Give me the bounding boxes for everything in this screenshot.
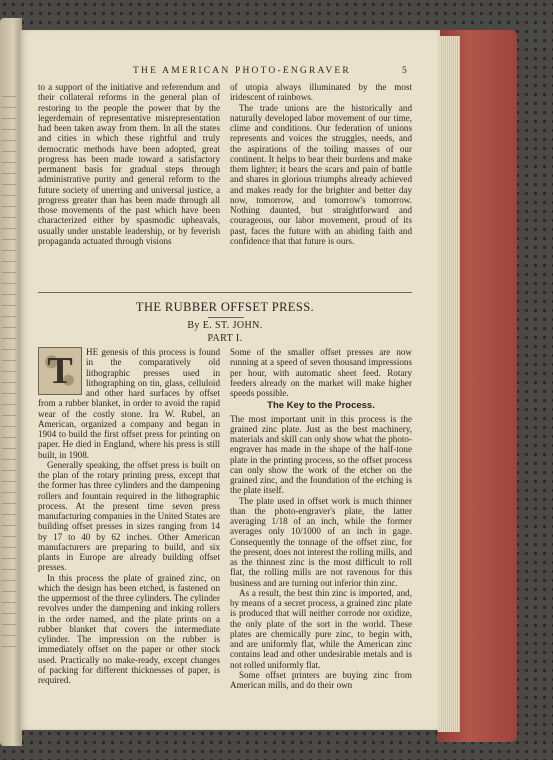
paragraph: to a support of the initiative and referendum and their collateral reforms in the general plan of restoring to the people the power that by the legerdemain of representative misrepresentation had been taken away from them. In all the states and cities in which these rightful and truly democratic methods have been adopted, great progress has been made toward a satisfactory permanent basis for gradual steps through administrative purity and general reform to the future society of unerring and universal justice, a progress greater than has been made through all those movements of the past which have been characterized either by spasmodic upheavals, usually under unstable leadership, or by feverish propaganda actuated through visions — [38, 82, 220, 246]
paragraph: Some of the smaller offset presses are now running at a speed of seven thousand impressions per hour, with automatic sheet feed. Rotary feeders already on the market will make higher speeds possible. — [230, 347, 412, 398]
running-head: THE AMERICAN PHOTO-ENGRAVER — [133, 66, 351, 76]
subheading: The Key to the Process. — [267, 400, 375, 412]
paragraph — [38, 347, 220, 460]
title-rule — [208, 317, 244, 318]
book-page — [20, 30, 440, 730]
top-right-column — [230, 82, 412, 246]
page-edges — [438, 36, 460, 732]
bottom-left-column — [38, 347, 220, 685]
paragraph: The plate used in offset work is much thinner than the photo-engraver's plate, the latter averaging 1/18 of an inch, while the former averages only 10/1000 of an inch in gage. Consequently the tonnage of the offset zinc, for the present, does not interest the rolling mills, and as the thinnest zinc is the most difficult to roll flat, the rolling mills are not ravenous for this business and are turning out inferior thin zinc. — [230, 495, 412, 588]
byline: By E. ST. JOHN. — [187, 320, 263, 331]
dropcap-initial: T — [38, 347, 82, 395]
top-left-column — [38, 82, 220, 246]
facing-page-text — [2, 88, 16, 648]
paragraph: In this process the plate of grained zinc, on which the design has been etched, is fastened on the uppermost of the three cylinders. The cylinder revolves under the dampening and inking rollers in the order named, and the plate prints on a rubber blanket that covers the intermediate cylinder. The impression on the rubber is immediately offset on the paper or other stock used. Practically no make-ready, except changes of packing for different thicknesses of paper, is required. — [38, 572, 220, 685]
paragraph: of utopia always illuminated by the most iridescent of rainbows. — [230, 82, 412, 103]
paragraph: Some offset printers are buying zinc from American mills, and do their own — [230, 669, 412, 690]
paragraph: As a result, the best thin zinc is imported, and, by means of a secret process, a grained zinc plate is produced that will neither corrode nor oxidize, the only plate of the sort in the world. These plates are chemically pure zinc, to begin with, and are uniformly flat, while the American zinc contains lead and other undesirable metals and is not rolled uniformly flat. — [230, 587, 412, 670]
bottom-right-column — [230, 347, 412, 690]
page-number: 5 — [402, 66, 407, 76]
section-divider — [38, 292, 412, 293]
paragraph: Generally speaking, the offset press is built on the plan of the rotary printing press, except that the former has three cylinders and the dampening rollers and fountain required in the lithographic process. At the present time seven press manufacturing companies in the United States are building offset presses in sizes ranging from 14 by 17 to 40 by 62 inches. Other American manufacturers are preparing to build, and six plants in Europe are already building offset presses. — [38, 459, 220, 573]
paragraph-text: HE genesis of this process is found in the comparatively old lithographic presses used in lithographing on tin, glass, celluloid and other hard surfaces by offset from a rubber blanket, in order to avoid the rapid wear of the costly stone. Ira W. Rubel, an American, organized a company and began in 1904 to build the first offset press for printing on paper. He died in England, where his press is still built, in 1908. — [38, 347, 220, 460]
facing-page-edge — [0, 18, 22, 746]
article-title: THE RUBBER OFFSET PRESS. — [135, 300, 315, 314]
paragraph: The most important unit in this process is the grained zinc plate. Just as the best machinery, materials and skill can only show what the photo-engraver has made in the shape of the half-tone plate in the printing process, so the offset process can only show the work of the etcher on the grained zinc, and the foundation of the etching is the plate itself. — [230, 413, 412, 496]
part-label: PART I. — [207, 333, 243, 344]
paragraph: The trade unions are the historically and naturally developed labor movement of our time, clime and conditions. Our federation of unions represents and voices the struggles, needs, and the aspirations of the toiling masses of our continent. It helps to bear their burdens and make them lighter; it bears the scars and pain of battle and shares in glorious triumphs already achieved and makes ready for the brighter and better day now, tomorrow, and tomorrow's tomorrow. Nothing daunted, but straightforward and courageous, our labor movement, proud of its past, faces the future with an abiding faith and confidence that that future is ours. — [230, 102, 412, 246]
